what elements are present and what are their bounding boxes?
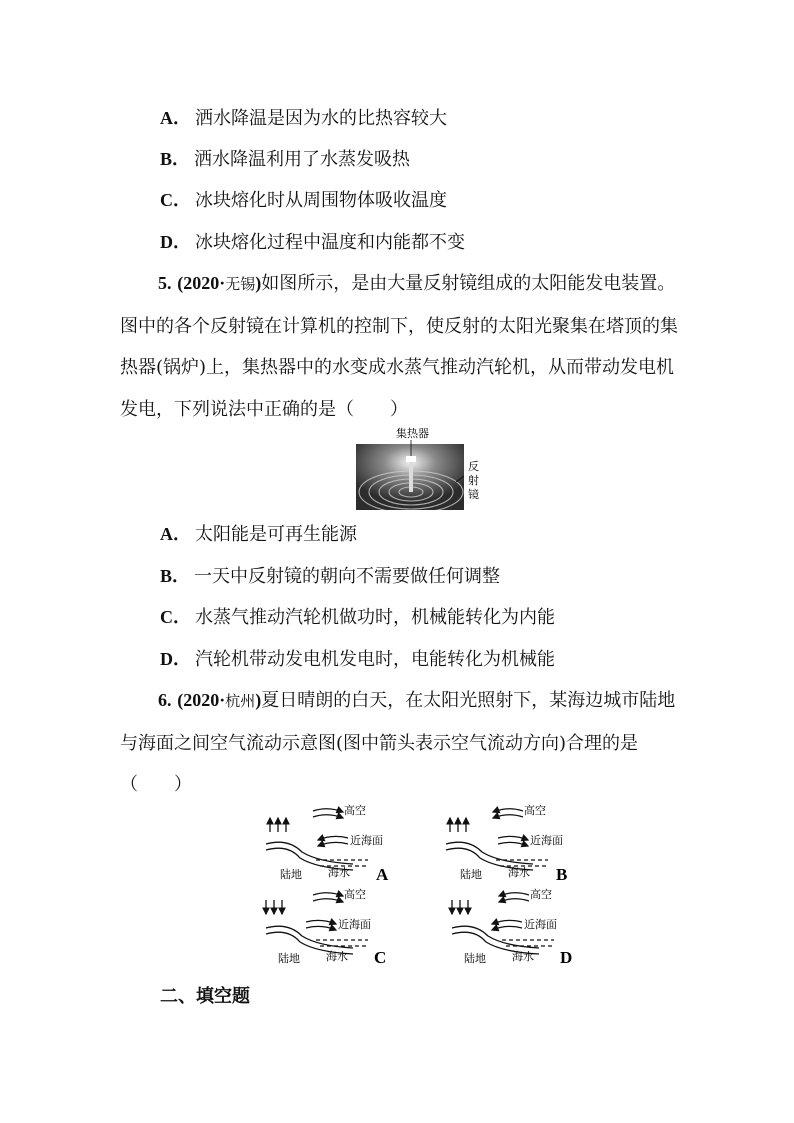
svg-text:海水: 海水 xyxy=(326,950,348,963)
diagram-b xyxy=(446,803,567,884)
svg-text:近海面: 近海面 xyxy=(530,834,563,847)
svg-text:B: B xyxy=(556,865,568,884)
svg-text:D: D xyxy=(560,948,573,967)
svg-text:陆地: 陆地 xyxy=(280,868,302,881)
svg-text:A: A xyxy=(376,865,389,884)
diagram-a xyxy=(266,803,389,884)
q5-option-a: A． 太阳能是可再生能源 xyxy=(160,524,357,545)
mirror-label-2: 射 xyxy=(468,474,479,487)
sea-breeze-diagrams xyxy=(258,800,588,970)
q4-option-b: B． 洒水降温利用了水蒸发吸热 xyxy=(160,149,411,170)
svg-text:近海面: 近海面 xyxy=(350,834,383,847)
section-title: 二、填空题 xyxy=(160,986,250,1007)
q4-option-c: C． 冰块熔化时从周围物体吸收温度 xyxy=(160,190,447,211)
svg-text:高空: 高空 xyxy=(524,804,546,817)
svg-text:高空: 高空 xyxy=(344,804,366,817)
svg-text:海水: 海水 xyxy=(328,866,350,879)
solar-tower-figure xyxy=(356,426,486,510)
q6-stem: 6. (2020·杭州)夏日晴朗的白天，在太阳光照射下，某海边城市陆地与海面之间空气流动示意图(图中箭头表示空气流动方向)合理的是（ ） xyxy=(120,690,676,795)
q5-option-d: D． 汽轮机带动发电机发电时，电能转化为机械能 xyxy=(160,649,555,670)
svg-text:近海面: 近海面 xyxy=(524,918,557,931)
diagram-d xyxy=(452,887,572,967)
svg-text:海水: 海水 xyxy=(508,866,530,879)
diagram-c xyxy=(266,887,386,967)
svg-text:高空: 高空 xyxy=(344,888,366,901)
collector-label: 集热器 xyxy=(396,427,429,440)
q4-option-a: A． 洒水降温是因为水的比热容较大 xyxy=(160,108,447,129)
svg-text:近海面: 近海面 xyxy=(338,918,371,931)
svg-text:陆地: 陆地 xyxy=(460,868,482,881)
q5-option-b: B． 一天中反射镜的朝向不需要做任何调整 xyxy=(160,566,501,587)
svg-text:C: C xyxy=(374,948,387,967)
svg-text:高空: 高空 xyxy=(530,888,552,901)
collector xyxy=(406,456,416,462)
svg-text:陆地: 陆地 xyxy=(464,952,486,965)
mirror-label-1: 反 xyxy=(468,460,479,473)
q5-option-c: C． 水蒸气推动汽轮机做功时，机械能转化为内能 xyxy=(160,607,555,628)
q5-stem: 5. (2020·无锡)如图所示，是由大量反射镜组成的太阳能发电装置。图中的各个反射镜在计算机的控制下，使反射的太阳光聚集在塔顶的集热器(锅炉)上，集热器中的水变成水蒸气推动汽轮机，从而带动发电机发电，下列说法中正确的是（ ） xyxy=(120,273,678,420)
tower xyxy=(409,458,413,492)
q4-option-d: D． 冰块熔化过程中温度和内能都不变 xyxy=(160,232,465,253)
svg-text:海水: 海水 xyxy=(512,950,534,963)
mirror-label-3: 镜 xyxy=(468,488,479,501)
svg-text:陆地: 陆地 xyxy=(278,952,300,965)
